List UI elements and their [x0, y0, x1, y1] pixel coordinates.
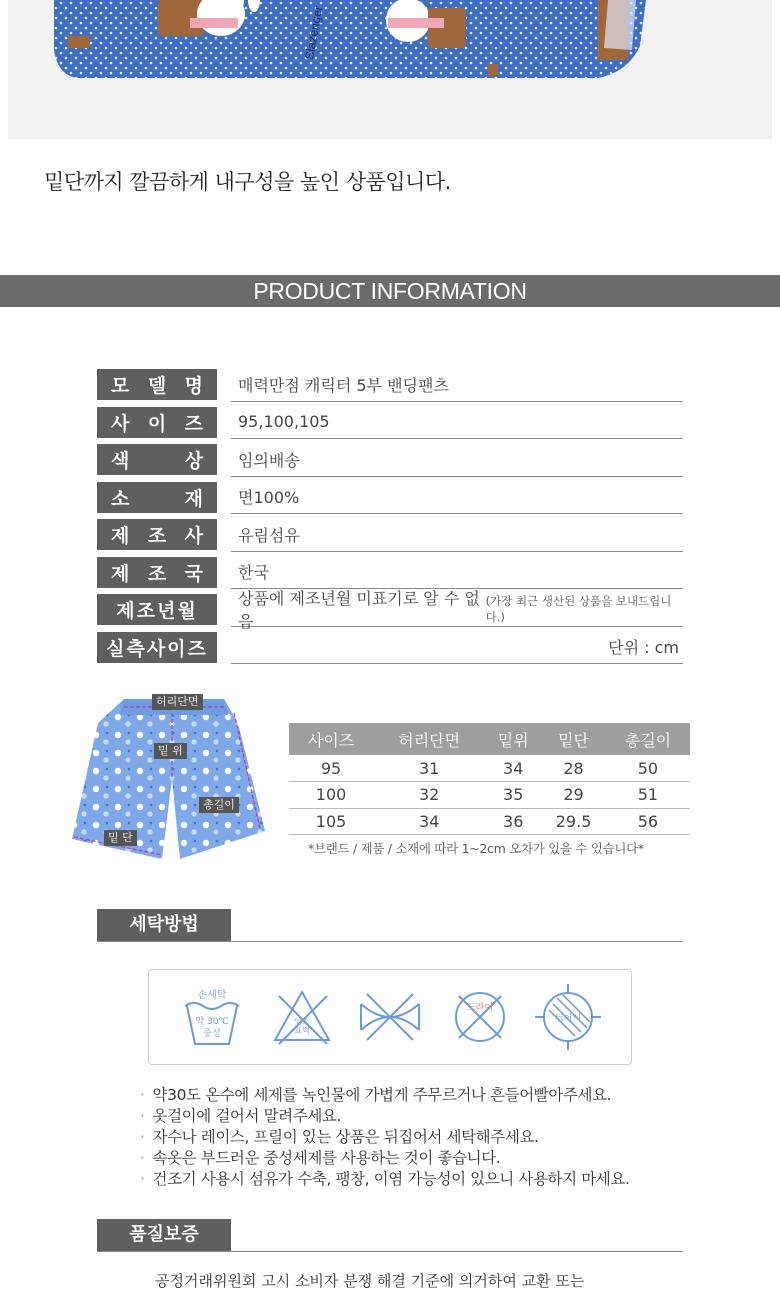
info-label-char: 상	[184, 450, 203, 473]
svg-text:약 30℃: 약 30℃	[195, 1017, 229, 1027]
table-cell: 28	[541, 755, 606, 782]
shorts-illustration	[68, 693, 270, 863]
info-label-char: 색	[111, 450, 130, 473]
info-label	[97, 594, 217, 625]
info-label-char: 조	[147, 562, 167, 585]
info-value-note: (가장 최근 생산된 상품을 보내드립니다.)	[485, 594, 672, 625]
size-table-header-cell: 사이즈	[289, 723, 373, 755]
info-label-char: 소	[111, 487, 130, 510]
info-label	[97, 632, 217, 663]
no-wring-icon	[357, 990, 423, 1044]
svg-text:표백: 표백	[294, 1026, 310, 1035]
svg-text:손세탁: 손세탁	[197, 990, 227, 1001]
rise-tag: 밑 위	[154, 743, 187, 759]
product-info-table	[97, 366, 683, 666]
info-label-char: 사	[184, 525, 203, 548]
info-row	[97, 366, 683, 404]
table-row	[289, 782, 690, 809]
list-item: · 약30도 온수에 세제를 녹인물에 가볍게 주무르거나 흔들어빨아주세요.	[140, 1085, 629, 1106]
size-table-header-cell: 총길이	[606, 723, 690, 755]
table-cell: 29	[541, 782, 606, 809]
shorts-measurement-diagram	[68, 693, 270, 863]
info-value	[231, 518, 683, 552]
no-bleach-icon	[271, 986, 333, 1048]
info-row	[97, 516, 683, 554]
svg-text:Slazenger: Slazenger	[302, 4, 326, 61]
info-row	[97, 589, 683, 632]
size-table-header-cell: 밑단	[541, 723, 606, 755]
info-label	[97, 407, 217, 438]
quality-title: 품질보증	[97, 1219, 231, 1251]
svg-text:염소: 염소	[294, 1017, 310, 1026]
info-label-char: 제조년월	[116, 600, 198, 623]
product-information-header: PRODUCT INFORMATION	[0, 275, 780, 307]
dry-flat-icon	[533, 982, 603, 1052]
info-value	[231, 630, 683, 664]
length-tag: 총길이	[199, 797, 239, 813]
product-photo	[8, 0, 772, 139]
quality-section-header	[97, 1219, 683, 1252]
list-item: · 속옷은 부드러운 중성세제를 사용하는 것이 좋습니다.	[140, 1148, 629, 1169]
table-cell: 29.5	[541, 808, 606, 835]
care-symbols-box	[148, 969, 632, 1065]
list-item: · 옷걸이에 걸어서 말려주세요.	[140, 1106, 629, 1127]
table-cell: 51	[606, 782, 690, 809]
size-table	[289, 723, 690, 835]
care-instructions-list	[140, 1085, 629, 1190]
table-row	[289, 755, 690, 782]
info-row	[97, 441, 683, 479]
care-title: 세탁방법	[97, 909, 231, 941]
info-label-char: 재	[184, 487, 203, 510]
table-cell: 50	[606, 755, 690, 782]
hand-wash-icon	[181, 984, 243, 1052]
size-table-header-cell: 허리단면	[373, 723, 485, 755]
info-label-char: 제	[111, 562, 130, 585]
info-label	[97, 519, 217, 550]
product-caption: 밑단까지 깔끔하게 내구성을 높인 상품입니다.	[44, 170, 451, 194]
info-value-text: 상품에 제조년월 미표기로 알 수 없음	[238, 589, 480, 632]
table-cell: 105	[289, 808, 373, 835]
info-label	[97, 557, 217, 588]
info-label-char: 즈	[184, 412, 203, 435]
info-label-char: 모	[111, 375, 130, 398]
info-row	[97, 629, 683, 667]
size-table-header	[289, 723, 690, 755]
quality-guarantee-text: 공정거래위원회 고시 소비자 분쟁 해결 기준에 의거하여 교환 또는	[155, 1272, 585, 1290]
info-value-text: 한국	[238, 563, 269, 583]
hem-tag: 밑 단	[104, 830, 137, 846]
info-label	[97, 482, 217, 513]
table-cell: 32	[373, 782, 485, 809]
waist-tag: 허리단면	[152, 694, 203, 710]
info-value-text: 임의배송	[238, 450, 300, 470]
info-value-text: 95,100,105	[238, 412, 330, 432]
info-label-char: 제	[111, 525, 130, 548]
info-value-text: 단위 : cm	[608, 638, 679, 658]
table-cell: 95	[289, 755, 373, 782]
info-row	[97, 404, 683, 442]
info-value	[231, 480, 683, 514]
table-cell: 34	[485, 755, 541, 782]
table-cell: 56	[606, 808, 690, 835]
info-value-text: 면100%	[238, 488, 300, 508]
table-cell: 35	[485, 782, 541, 809]
table-cell: 100	[289, 782, 373, 809]
info-value	[231, 589, 683, 632]
list-item: · 자수나 레이스, 프릴이 있는 상품은 뒤집어서 세탁해주세요.	[140, 1127, 629, 1148]
shorts-waistband-illustration	[8, 0, 772, 139]
table-cell: 34	[373, 808, 485, 835]
info-label	[97, 369, 217, 400]
info-label-char: 사	[111, 412, 130, 435]
table-cell: 31	[373, 755, 485, 782]
no-dry-clean-icon	[449, 986, 511, 1048]
info-value	[231, 368, 683, 402]
info-value	[231, 555, 683, 589]
info-label-char: 이	[147, 412, 167, 435]
info-label-char: 실측사이즈	[106, 637, 208, 660]
info-label	[97, 444, 217, 475]
info-value-text: 매력만점 캐릭터 5부 밴딩팬츠	[238, 375, 449, 395]
info-row	[97, 479, 683, 517]
info-value	[231, 405, 683, 439]
size-tolerance-note: *브랜드 / 제품 / 소재에 따라 1~2cm 오차가 있을 수 있습니다*	[308, 841, 644, 856]
svg-text:드라이: 드라이	[466, 1003, 494, 1013]
care-section-header	[97, 909, 683, 942]
info-label-char: 국	[184, 562, 203, 585]
info-value-text: 유림섬유	[238, 525, 300, 545]
info-label-char: 조	[147, 525, 167, 548]
size-table-header-cell: 밑위	[485, 723, 541, 755]
info-value	[231, 443, 683, 477]
info-label-char: 명	[184, 375, 203, 398]
svg-text:중성: 중성	[203, 1029, 221, 1039]
svg-text:뉘어서: 뉘어서	[554, 1014, 582, 1024]
list-item: · 건조기 사용시 섬유가 수축, 팽창, 이염 가능성이 있으니 사용하지 마세요.	[140, 1169, 629, 1190]
info-label-char: 델	[147, 375, 167, 398]
table-cell: 36	[485, 808, 541, 835]
table-row	[289, 808, 690, 835]
